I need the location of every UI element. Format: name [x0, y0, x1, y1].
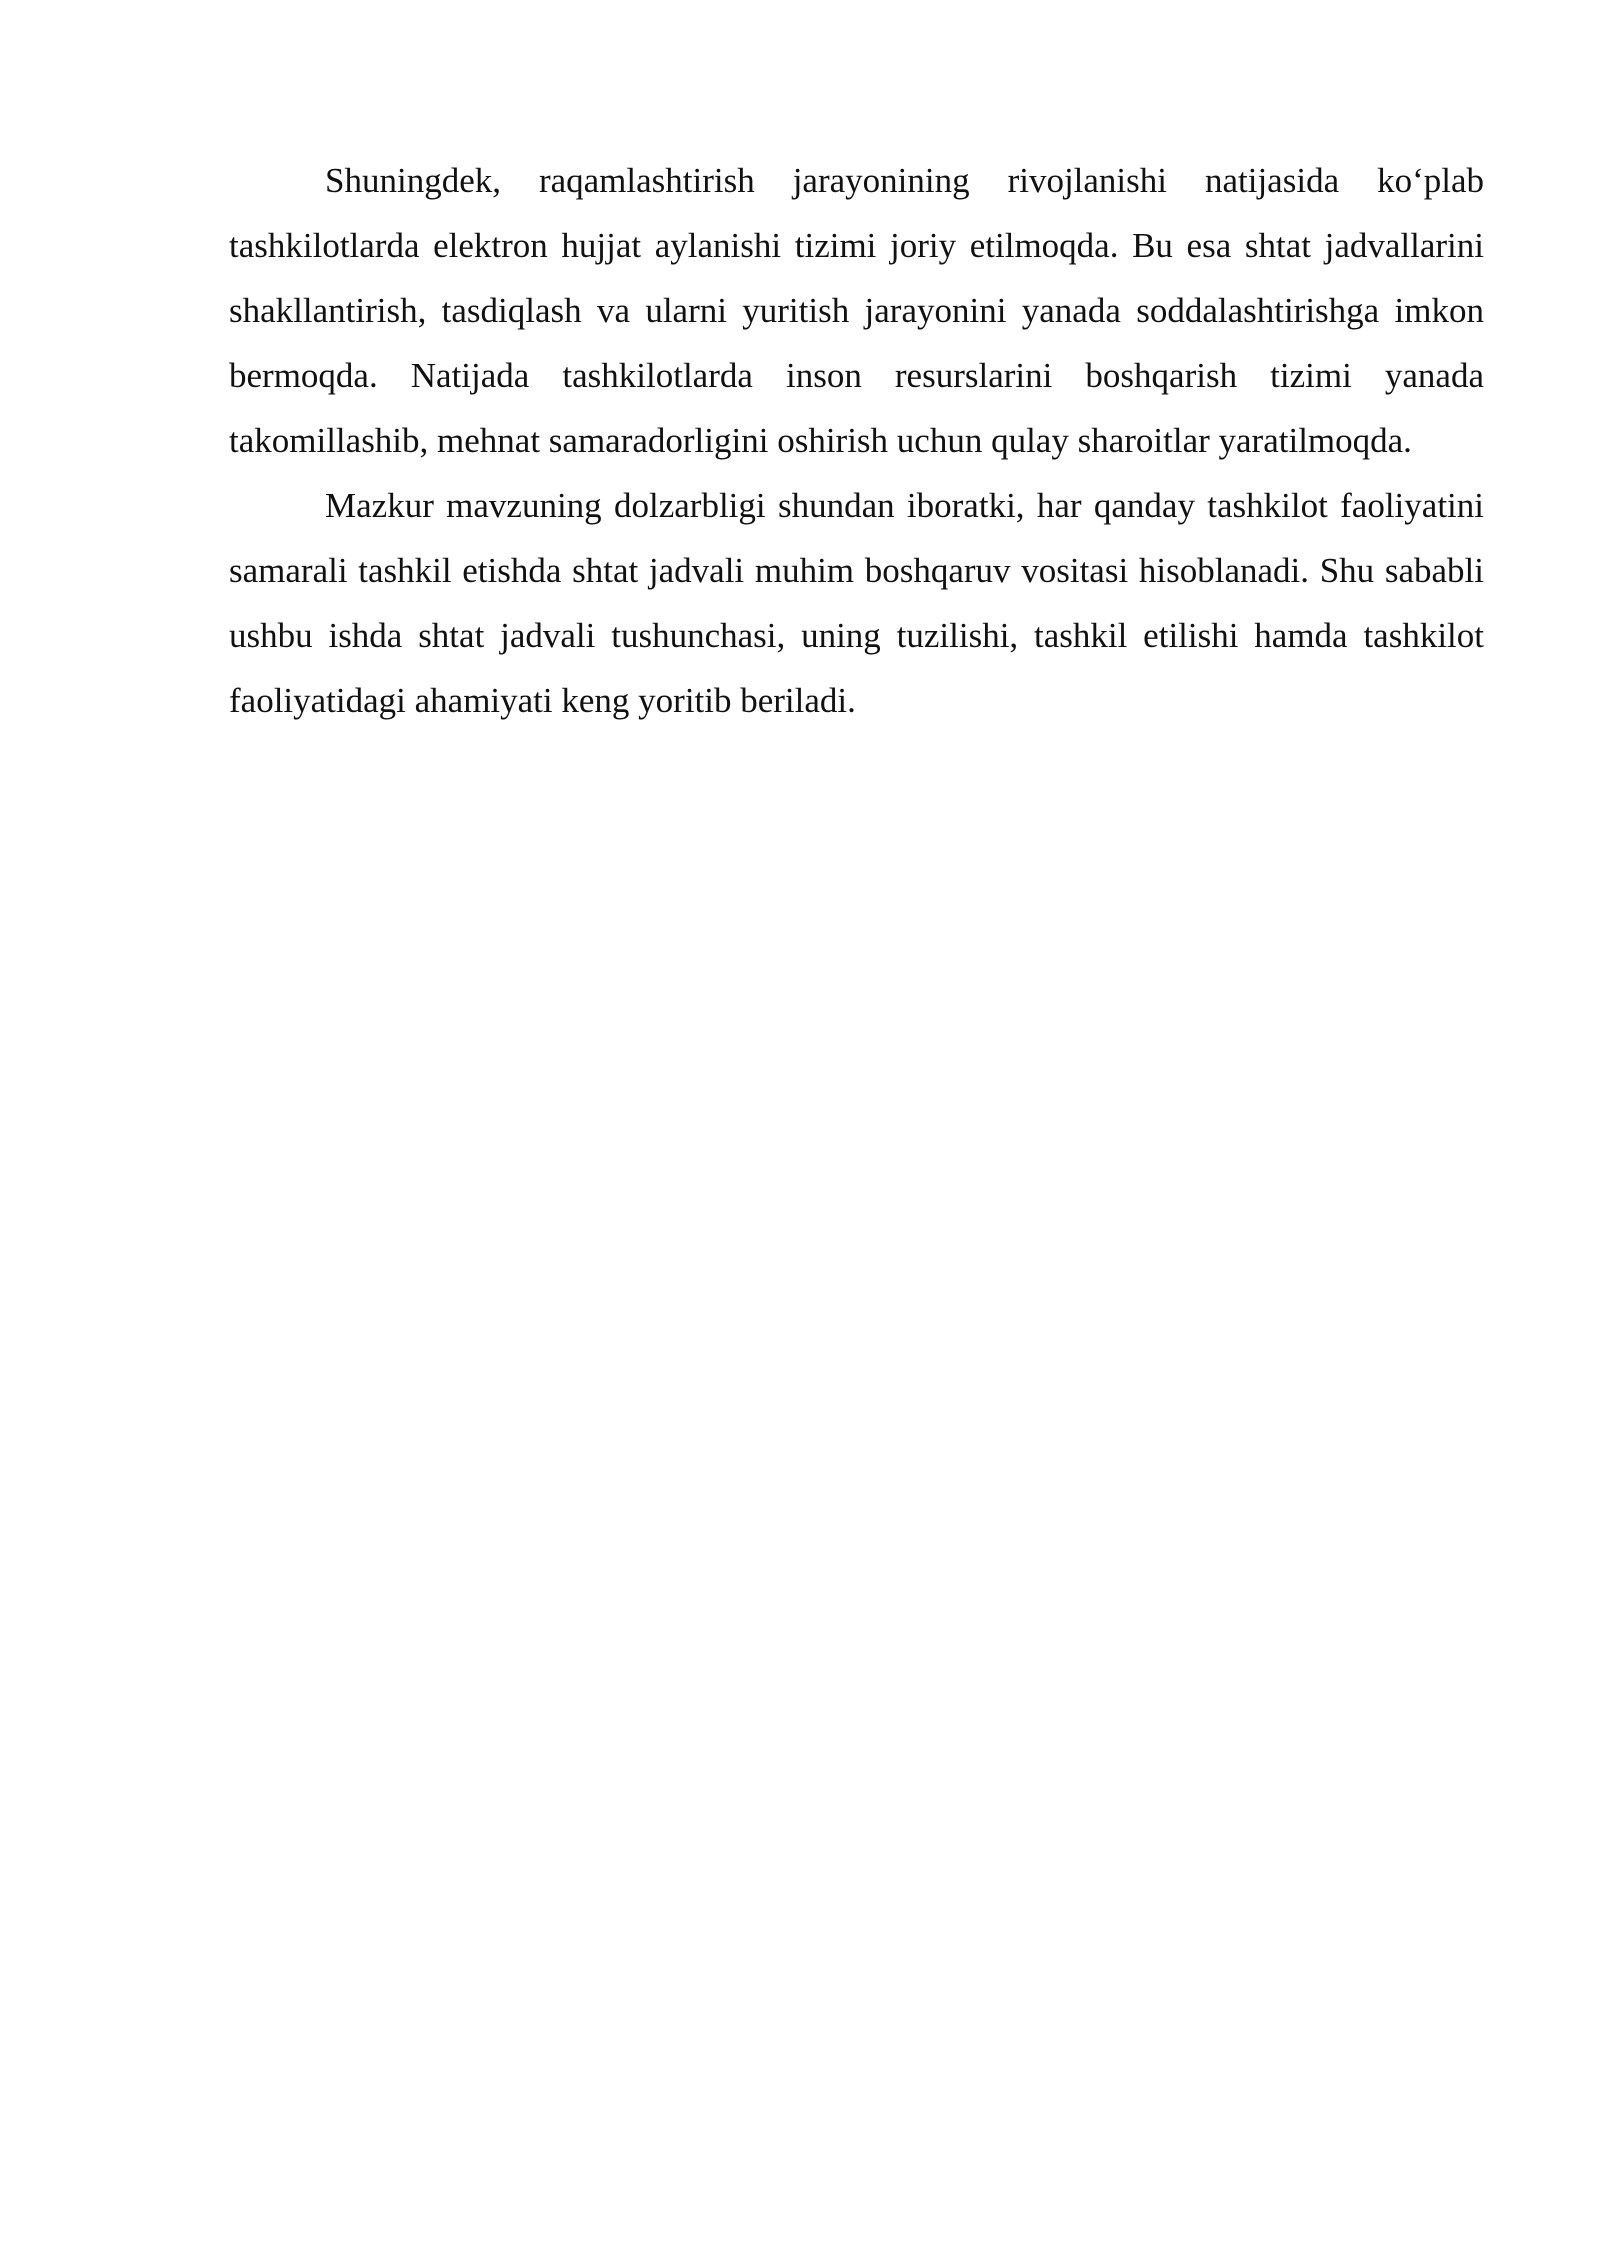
paragraph-digitalization: Shuningdek, raqamlashtirish jarayonining rivojlanishi natijasida ko‘plab tashkilotlarda elektron hujjat aylanishi tizimi joriy etilmoqda. Bu esa shtat jadvallarini shakllantirish, tasdiqlash va ularni yuritish jarayonini yanada soddalashtirishga imkon bermoqda. Natijada tashkilotlarda inson resurslarini boshqarish tizimi yanada takomillashib, mehnat samaradorligini oshirish uchun qulay sharoitlar yaratilmoqda.	[229, 161, 1484, 460]
document-body	[229, 148, 1484, 733]
paragraph-relevance: Mazkur mavzuning dolzarbligi shundan iboratki, har qanday tashkilot faoliyatini samarali tashkil etishda shtat jadvali muhim boshqaruv vositasi hisoblanadi. Shu sababli ushbu ishda shtat jadvali tushunchasi, uning tuzilishi, tashkil etilishi hamda tashkilot faoliyatidagi ahamiyati keng yoritib beriladi.	[229, 486, 1484, 720]
